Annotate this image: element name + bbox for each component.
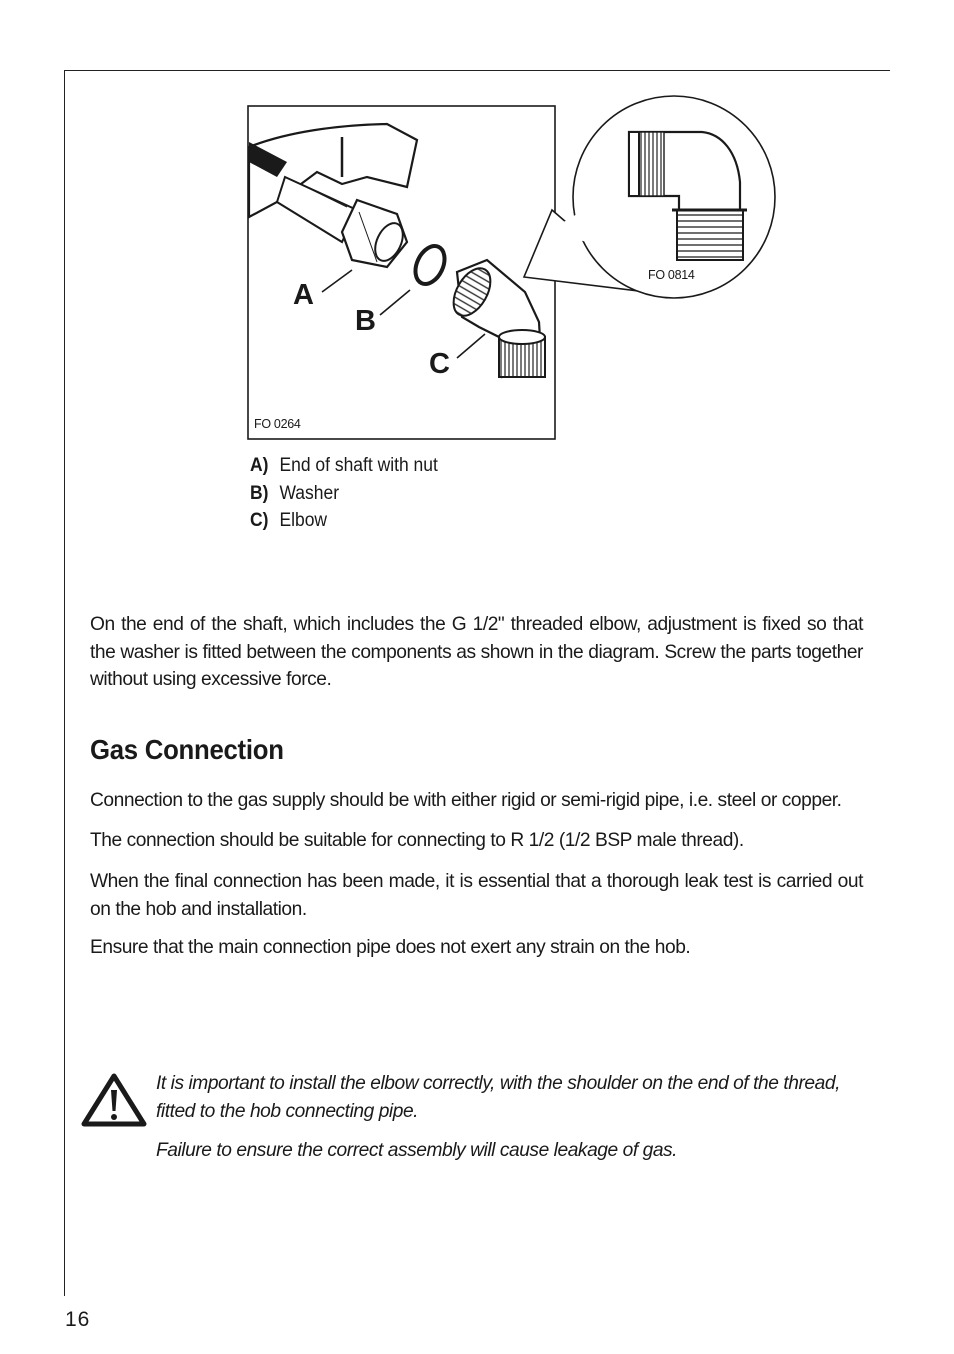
- section-title: Gas Connection: [90, 734, 284, 765]
- legend-item: [250, 507, 438, 535]
- page-number: 16: [65, 1308, 91, 1331]
- legend-item: [250, 480, 438, 508]
- figure-code-main: FO 0264: [254, 417, 301, 431]
- label-b: B: [355, 305, 376, 337]
- assembly-diagram: [247, 92, 787, 442]
- section-paragraph: When the final connection has been made, it is essential that a thorough leak test is carried out on the hob and installation.: [90, 871, 863, 920]
- intro-paragraph: On the end of the shaft, which includes the G 1/2" threaded elbow, adjustment is fixed so that the washer is fitted between the components as shown in the diagram. Screw the parts together without using excessive force.: [90, 614, 863, 690]
- legend-text: End of shaft with nut: [279, 455, 438, 476]
- legend-key: C): [250, 510, 269, 531]
- legend-key: B): [250, 482, 269, 504]
- legend-item: [250, 452, 438, 480]
- assembly-illustration: [247, 92, 787, 442]
- figure-legend: [250, 452, 438, 535]
- section-paragraph: Ensure that the main connection pipe does not exert any strain on the hob.: [90, 937, 691, 958]
- warning-triangle-icon: [80, 1072, 148, 1128]
- section-paragraph: Connection to the gas supply should be with either rigid or semi-rigid pipe, i.e. steel or copper.: [90, 790, 842, 811]
- warning-text: Failure to ensure the correct assembly will cause leakage of gas.: [156, 1140, 678, 1161]
- legend-text: Elbow: [279, 510, 328, 531]
- legend-text: Washer: [279, 482, 340, 504]
- label-a: A: [293, 279, 314, 311]
- page-left-rule: [64, 70, 65, 1296]
- section-paragraph: The connection should be suitable for connecting to R 1/2 (1/2 BSP male thread).: [90, 830, 744, 851]
- page-top-rule: [64, 70, 890, 71]
- figure-code-inset: FO 0814: [648, 268, 695, 282]
- legend-key: A): [250, 455, 269, 476]
- label-c: C: [429, 348, 450, 380]
- warning-text: It is important to install the elbow correctly, with the shoulder on the end of the thread, fitted to the hob connecting pipe.: [156, 1073, 840, 1122]
